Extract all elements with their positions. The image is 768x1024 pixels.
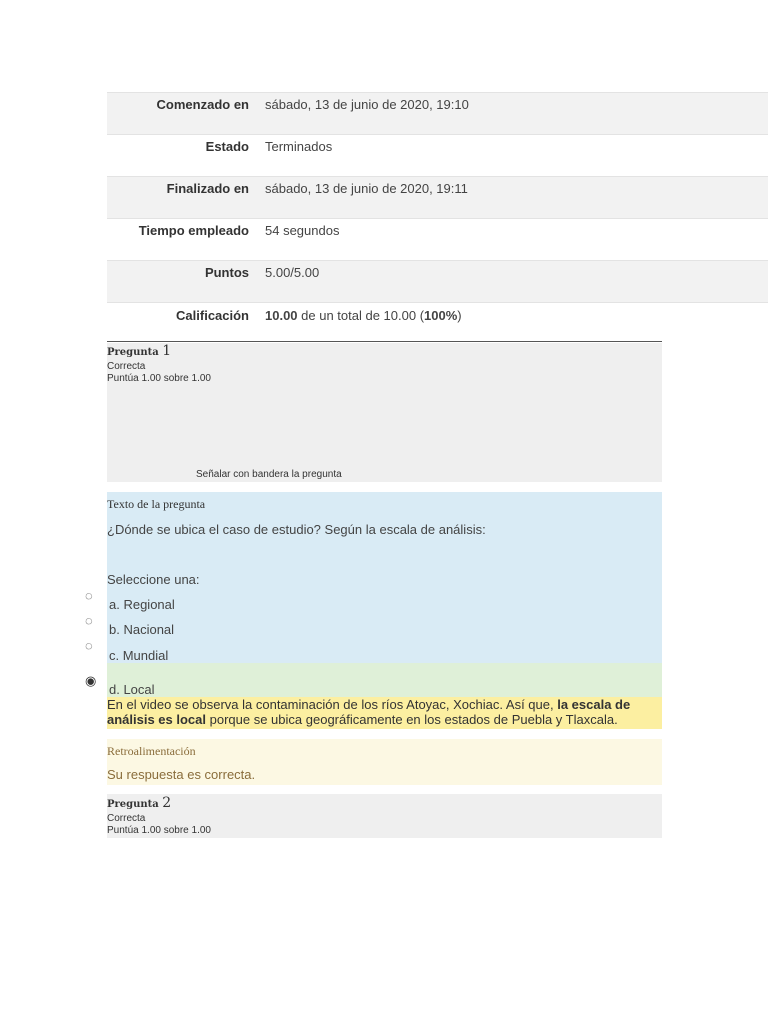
summary-row-state [107,134,768,176]
feedback-text: Su respuesta es correcta. [107,767,256,782]
question-status: Correcta [107,813,146,824]
summary-label: Calificación [176,308,249,323]
question-number-value: 2 [162,795,172,811]
grade-percent: 100% [424,308,458,323]
summary-label: Estado [205,139,249,154]
option-c-label[interactable]: c. Mundial [109,648,169,663]
explanation-bold: la escala de análisis es local [107,697,631,727]
explanation-text: En el video se observa la contaminación de los ríos Atoyac, Xochiac. Así que, [107,697,558,712]
grade-value [257,303,768,345]
question-status: Correcta [107,361,146,372]
summary-row-grade [107,302,768,345]
question-prefix: Pregunta [107,799,159,810]
question-grade: Puntúa 1.00 sobre 1.00 [107,373,211,384]
summary-label: Comenzado en [156,97,249,112]
grade-score: 10.00 [265,308,298,323]
feedback-header: Retroalimentación [107,744,196,758]
radio-option-a[interactable]: ◌ [85,588,93,603]
summary-label: Tiempo empleado [138,223,249,238]
option-d-label[interactable]: d. Local [109,682,155,697]
option-b-label[interactable]: b. Nacional [109,622,175,637]
select-one-label: Seleccione una: [107,572,200,587]
explanation-text-end: porque se ubica geográficamente en los estados de Puebla y Tlaxcala. [206,712,618,727]
attempt-summary-table [107,92,768,345]
question-text: ¿Dónde se ubica el caso de estudio? Según la escala de análisis: [107,522,486,537]
feedback-box [107,739,662,785]
summary-value: sábado, 13 de junio de 2020, 19:11 [265,181,468,196]
question-1-info [107,343,662,482]
summary-divider [107,341,662,342]
correct-answer-highlight [107,663,662,698]
question-1-content [107,492,662,664]
radio-option-d-selected[interactable]: ◉ [85,673,97,688]
question-grade: Puntúa 1.00 sobre 1.00 [107,825,211,836]
grade-end: ) [457,308,462,323]
summary-value: sábado, 13 de junio de 2020, 19:10 [265,97,469,112]
question-number [107,795,171,811]
summary-label: Puntos [204,265,249,280]
summary-value: Terminados [265,139,333,154]
radio-option-c[interactable]: ◌ [85,638,93,653]
question-number [107,343,171,359]
option-divider [85,661,107,663]
question-prefix: Pregunta [107,347,159,358]
flag-question-link[interactable]: Señalar con bandera la pregunta [196,469,342,480]
option-a-label[interactable]: a. Regional [109,597,175,612]
grade-middle: de un total de 10.00 ( [297,308,425,323]
summary-row-time [107,218,768,260]
radio-option-b[interactable]: ◌ [85,613,93,628]
summary-value: 5.00/5.00 [265,265,320,280]
question-number-value: 1 [162,343,172,359]
summary-label: Finalizado en [166,181,249,196]
answer-explanation [107,697,662,729]
summary-row-points [107,260,768,302]
summary-value: 54 segundos [265,223,340,238]
summary-row-finished [107,176,768,218]
option-divider [85,635,107,637]
option-divider [85,610,107,612]
question-2-info [107,794,662,838]
question-text-header: Texto de la pregunta [107,497,206,511]
summary-row-started [107,92,768,134]
